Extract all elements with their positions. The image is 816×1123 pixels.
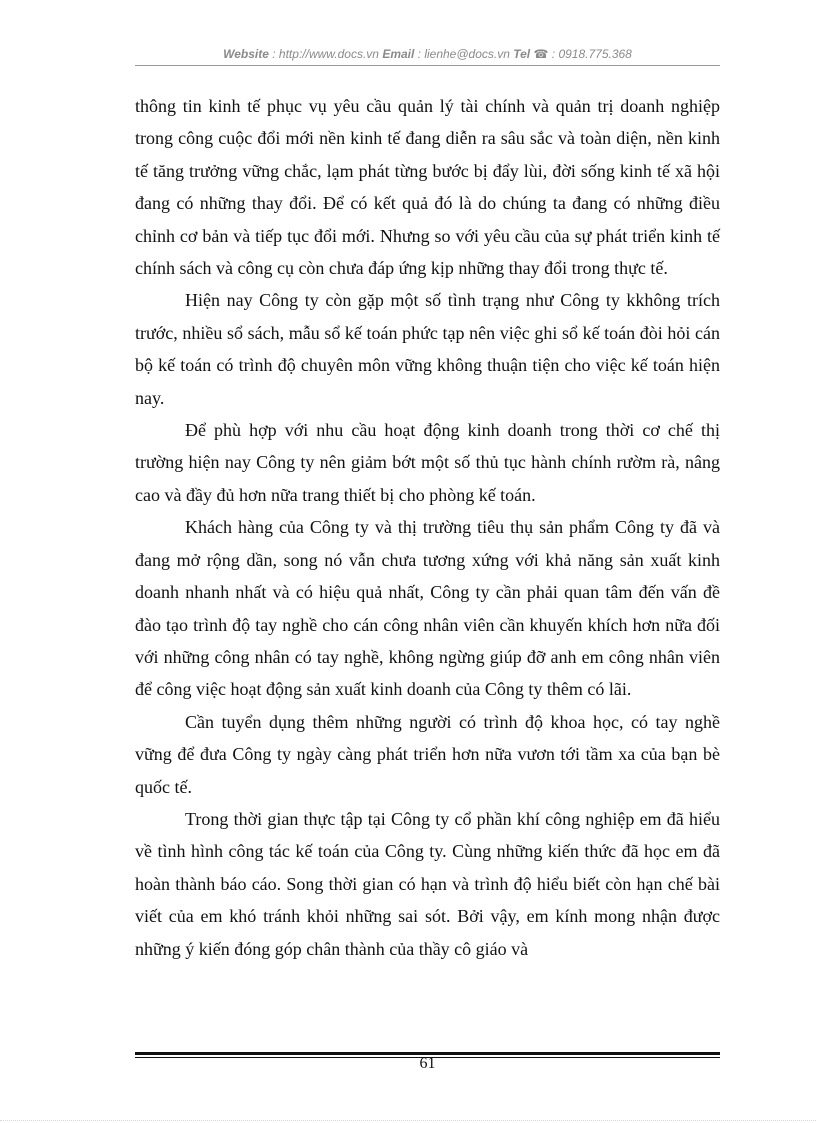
page-number: 61 xyxy=(419,1055,436,1072)
paragraph: Khách hàng của Công ty và thị trường tiêu thụ sản phẩm Công ty đã và đang mở rộng dần, song nó vẫn chưa tương xứng với khả năng sản xuất kinh doanh nhanh nhất và có hiệu quả nhất, Công ty cần phải quan tâm đến vấn đề đào tạo trình độ tay nghề cho cán công nhân viên cần khuyến khích hơn nữa đối với những công nhân có tay nghề, không ngừng giúp đỡ anh em công nhân viên để công việc hoạt động sản xuất kinh doanh của Công ty thêm có lãi. xyxy=(135,517,720,700)
page-header xyxy=(135,47,720,65)
email-address[interactable]: : lienhe@docs.vn xyxy=(414,47,514,61)
paragraph: Cần tuyển dụng thêm những người có trình độ khoa học, có tay nghề vững để đưa Công ty ngày càng phát triển hơn nữa vươn tới tầm xa của bạn bè quốc tế. xyxy=(135,711,720,797)
header-divider xyxy=(135,65,720,66)
email-label: Email xyxy=(382,47,415,61)
paragraph-continuation: thông tin kinh tế phục vụ yêu cầu quản lý tài chính và quản trị doanh nghiệp trong công cuộc đổi mới nền kinh tế đang diễn ra sâu sắc và toàn diện, nền kinh tế tăng trưởng vững chắc, lạm phát từng bước bị đẩy lùi, đời sống kinh tế xã hội đang có những thay đổi. Để có kết quả đó là do chúng ta đang có những điều chỉnh cơ bản và tiếp tục đổi mới. Nhưng so với yêu cầu của sự phát triển kinh tế chính sách và công cụ còn chưa đáp ứng kịp những thay đổi trong thực tế. xyxy=(135,96,720,279)
document-body xyxy=(135,90,720,965)
website-label: Website xyxy=(223,47,269,61)
tel-label: Tel xyxy=(513,47,531,61)
paragraph: Để phù hợp với nhu cầu hoạt động kinh doanh trong thời cơ chế thị trường hiện nay Công ty nên giảm bớt một số thủ tục hành chính rườm rà, nâng cao và đầy đủ hơn nữa trang thiết bị cho phòng kế toán. xyxy=(135,420,720,505)
page-edge xyxy=(0,1120,816,1121)
phone-icon: ☎ xyxy=(533,47,549,61)
tel-number: : 0918.775.368 xyxy=(548,47,632,61)
paragraph: Hiện nay Công ty còn gặp một số tình trạng như Công ty kkhông trích trước, nhiều sổ sách, mẫu sổ kế toán phức tạp nên việc ghi sổ kế toán đòi hỏi cán bộ kế toán có trình độ chuyên môn vững không thuận tiện cho việc kế toán hiện nay. xyxy=(135,290,720,408)
paragraph: Trong thời gian thực tập tại Công ty cổ phần khí công nghiệp em đã hiểu về tình hình công tác kế toán của Công ty. Cùng những kiến thức đã học em đã hoàn thành báo cáo. Song thời gian có hạn và trình độ hiểu biết còn hạn chế bài viết của em khó tránh khỏi những sai sót. Bởi vậy, em kính mong nhận được những ý kiến đóng góp chân thành của thầy cô giáo và xyxy=(135,808,720,959)
website-url[interactable]: : http://www.docs.vn xyxy=(268,47,383,61)
